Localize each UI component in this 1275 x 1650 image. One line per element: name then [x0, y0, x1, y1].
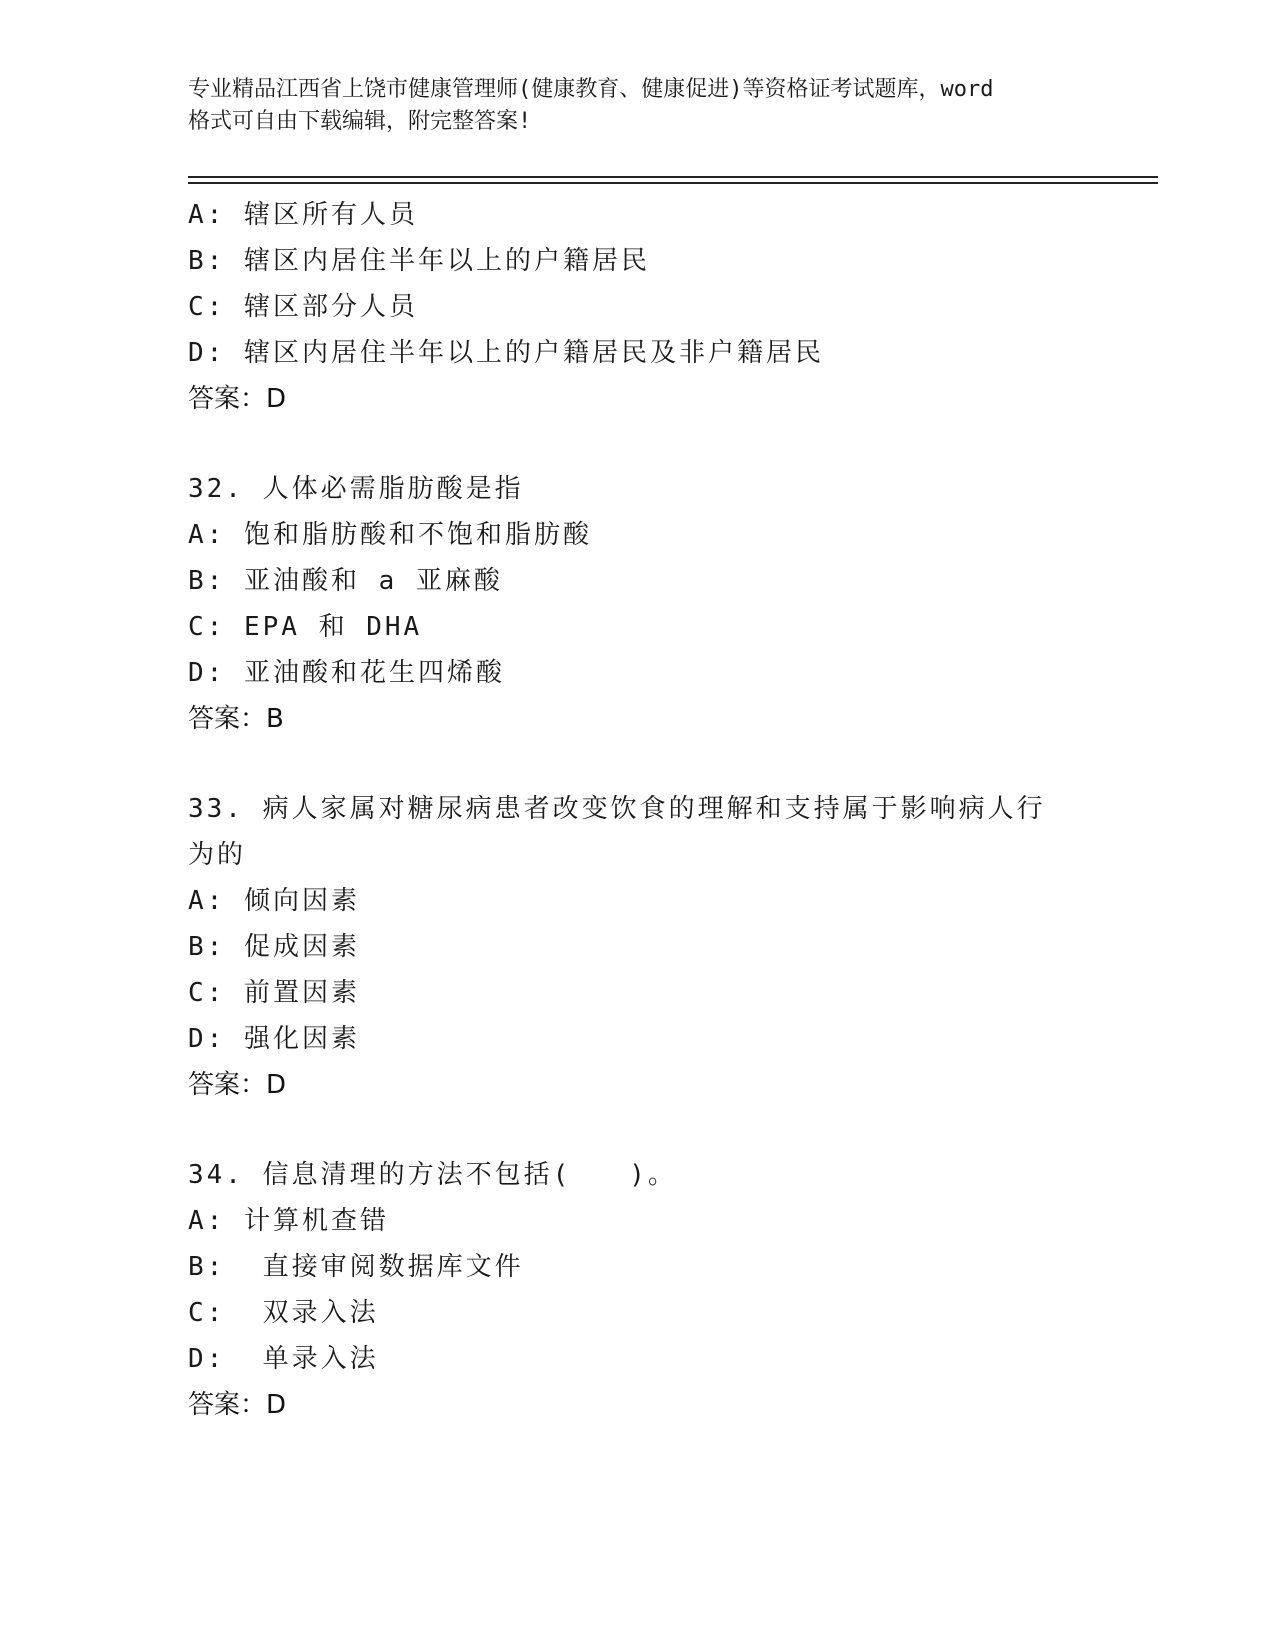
answer-line: 答案：B	[188, 704, 284, 734]
option-c: C: 双录入法	[188, 1298, 379, 1328]
question-33	[188, 786, 1088, 1108]
header-divider-bottom	[188, 182, 1158, 184]
option-a: A: 计算机查错	[188, 1206, 389, 1236]
question-34	[188, 1152, 1088, 1428]
header-line-1: 专业精品江西省上饶市健康管理师(健康教育、健康促进)等资格证考试题库，word	[188, 77, 994, 102]
question-stem: 32. 人体必需脂肪酸是指	[188, 474, 524, 504]
option-b: B: 辖区内居住半年以上的户籍居民	[188, 246, 650, 276]
spacer	[188, 742, 1088, 786]
answer-line: 答案：D	[188, 1390, 287, 1420]
option-d: D: 单录入法	[188, 1344, 379, 1374]
option-d: D: 强化因素	[188, 1024, 360, 1054]
option-b: B: 直接审阅数据库文件	[188, 1252, 524, 1282]
question-stem: 33. 病人家属对糖尿病患者改变饮食的理解和支持属于影响病人行为的	[188, 794, 1046, 870]
option-a: A: 辖区所有人员	[188, 200, 418, 230]
option-b: B: 亚油酸和 a 亚麻酸	[188, 566, 503, 596]
answer-line: 答案：D	[188, 384, 287, 414]
header-line-2: 格式可自由下载编辑，附完整答案!	[188, 109, 532, 134]
option-c: C: 前置因素	[188, 978, 360, 1008]
spacer	[188, 422, 1088, 466]
question-32	[188, 466, 1088, 742]
option-a: A: 倾向因素	[188, 886, 360, 916]
option-b: B: 促成因素	[188, 932, 360, 962]
answer-line: 答案：D	[188, 1070, 287, 1100]
question-31	[188, 192, 1088, 422]
option-c: C: 辖区部分人员	[188, 292, 418, 322]
question-stem: 34. 信息清理的方法不包括( )。	[188, 1160, 677, 1190]
question-list	[188, 192, 1088, 1428]
option-d: D: 亚油酸和花生四烯酸	[188, 658, 505, 688]
option-a: A: 饱和脂肪酸和不饱和脂肪酸	[188, 520, 592, 550]
document-header	[188, 74, 1088, 138]
spacer	[188, 1108, 1088, 1152]
option-d: D: 辖区内居住半年以上的户籍居民及非户籍居民	[188, 338, 824, 368]
option-c: C: EPA 和 DHA	[188, 612, 423, 642]
header-divider-top	[188, 176, 1158, 178]
